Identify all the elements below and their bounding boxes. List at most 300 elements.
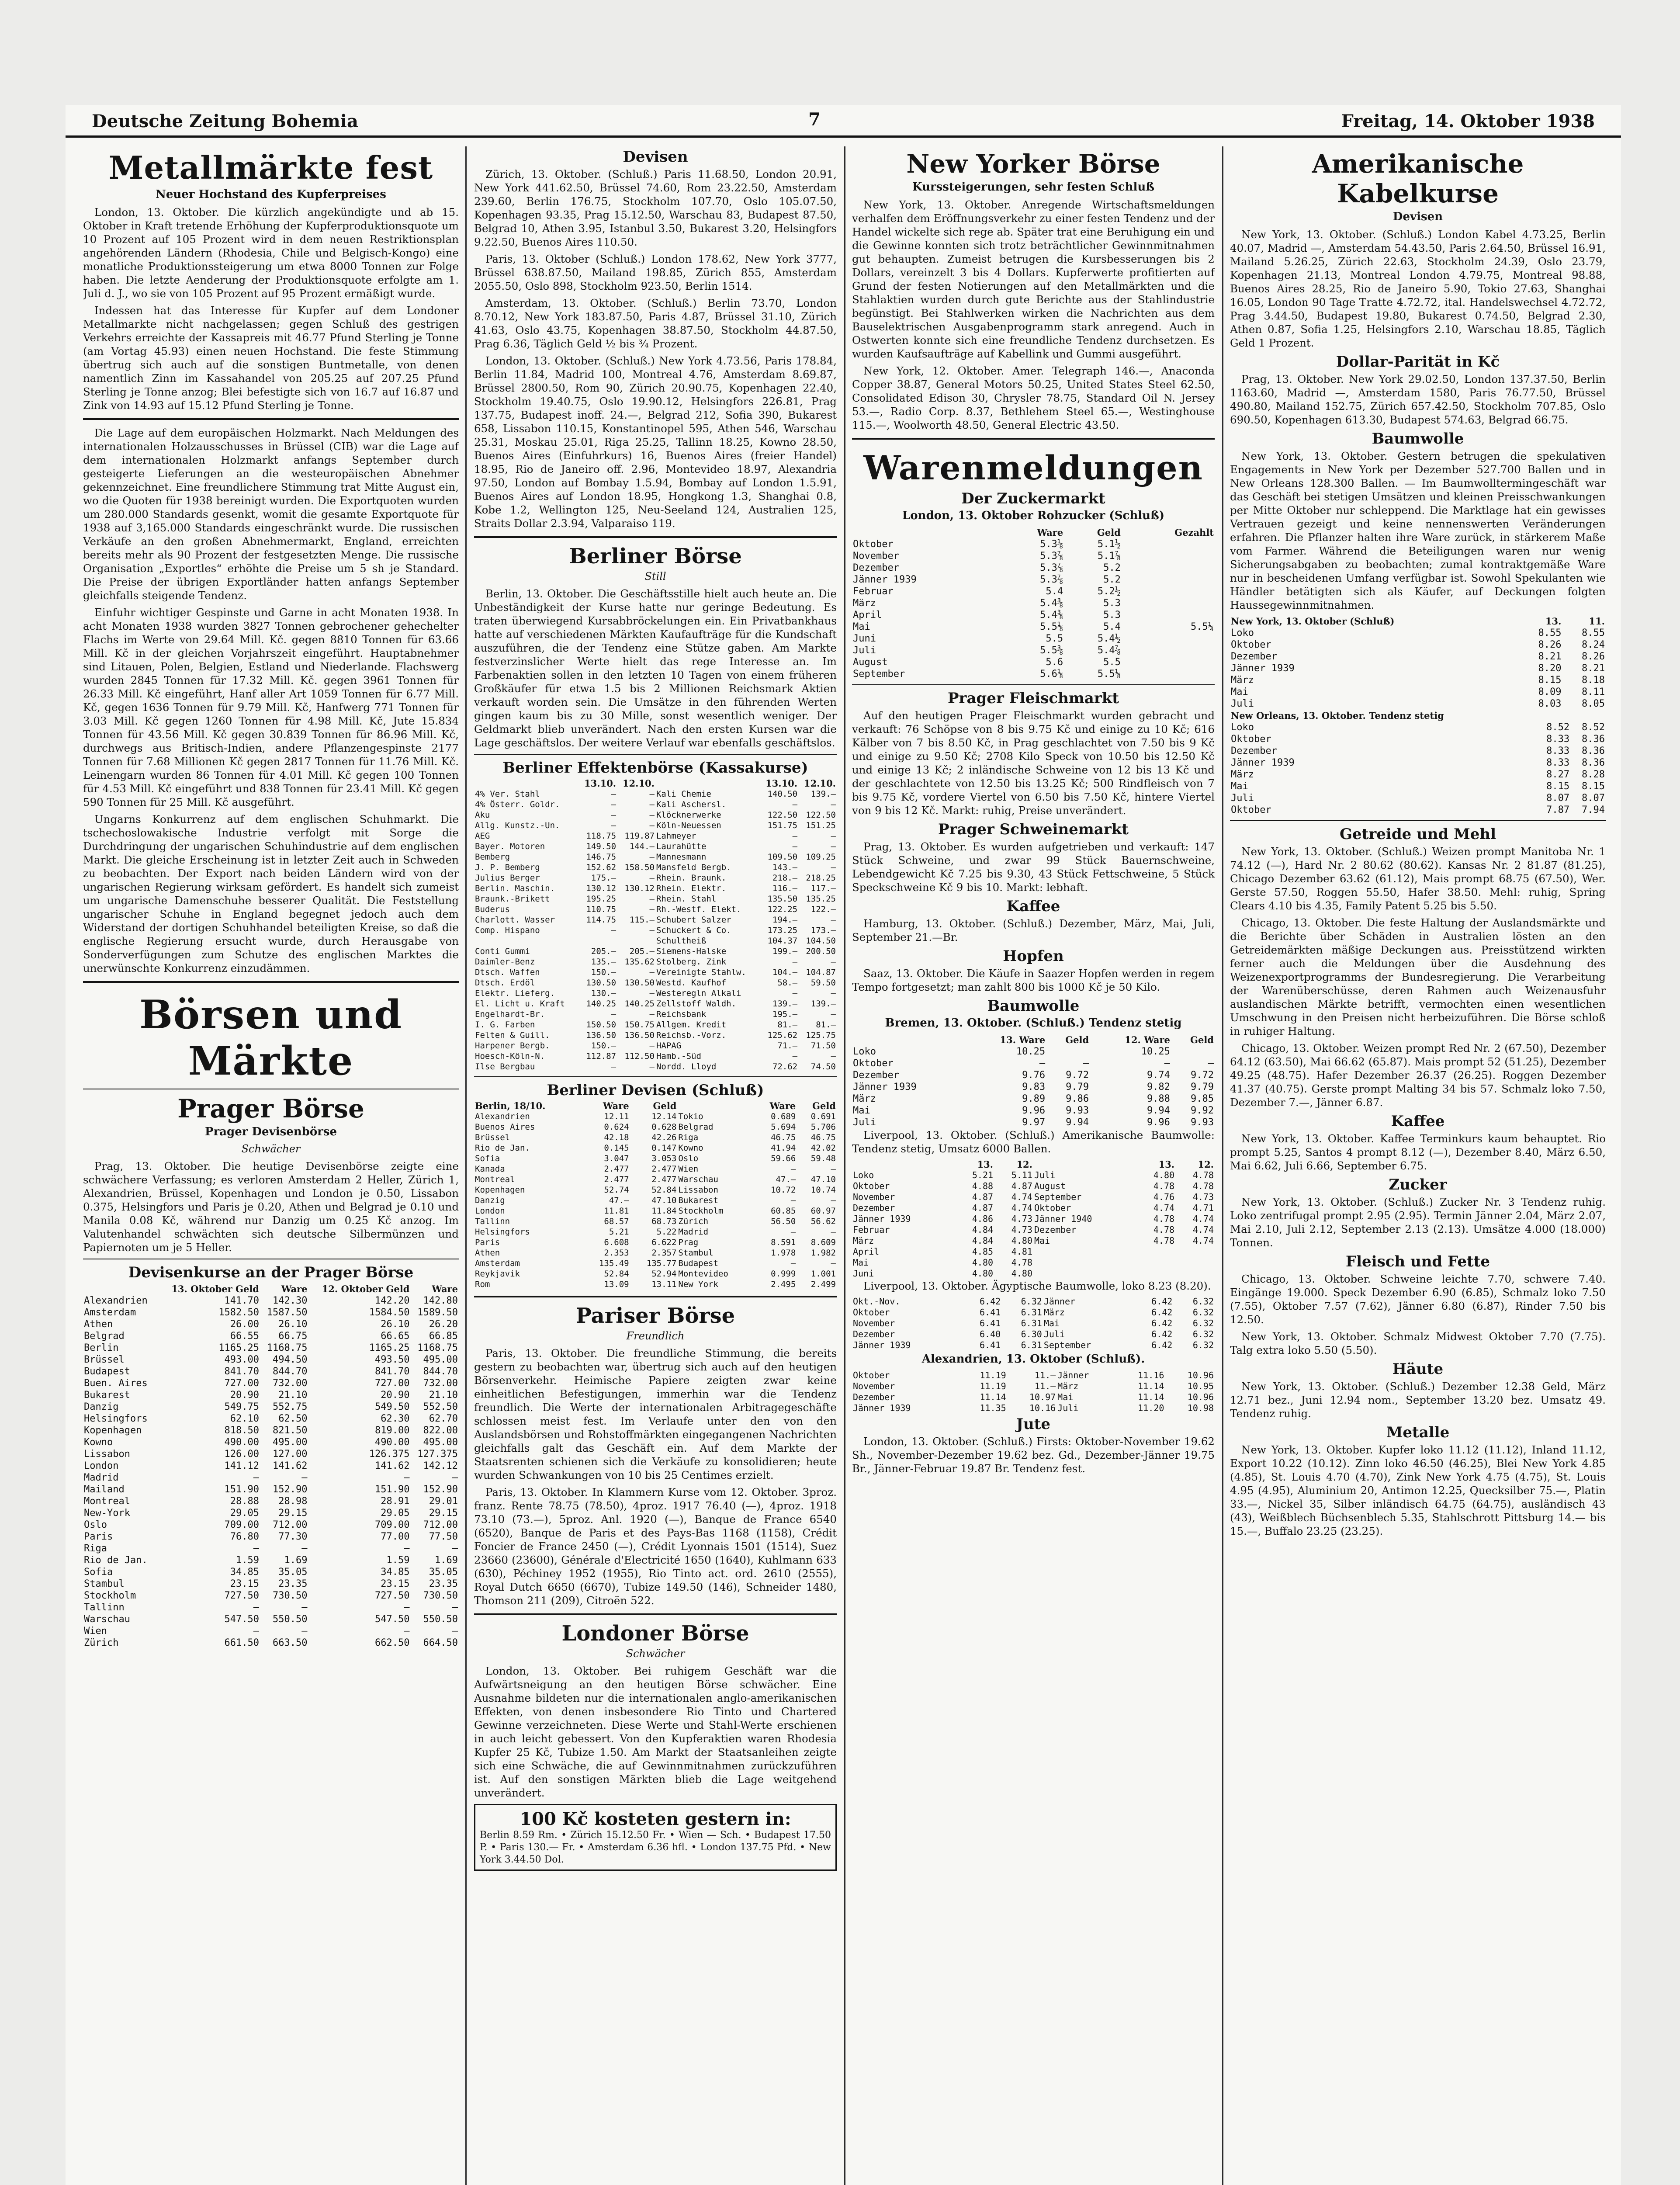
table-cell: 4.80 — [972, 1257, 994, 1268]
table-cell: — — [301, 1472, 308, 1483]
table-cell: 104.— — [772, 968, 798, 977]
table-cell: 9.79 — [1191, 1082, 1214, 1092]
table-cell: 662.50 — [374, 1637, 410, 1648]
table-cell: 144.— — [629, 842, 655, 851]
table-row — [474, 841, 837, 852]
table-cell: 493.00 — [224, 1354, 259, 1365]
table-cell: Rh.-Westf. Elekt. — [656, 905, 741, 914]
table-cell: Felten & Guill. — [475, 1030, 550, 1040]
table-cell: Dezember — [1231, 651, 1277, 662]
table-cell: Oslo — [84, 1519, 107, 1530]
table-cell — [1122, 586, 1215, 597]
table-cell: 9.93 — [1066, 1105, 1089, 1116]
table-cell: 4.84 — [972, 1235, 994, 1246]
table-cell: 5.4 — [1046, 586, 1063, 597]
table-cell: 11.14 — [980, 1392, 1006, 1402]
table-row — [852, 1046, 1215, 1058]
table-row — [852, 1093, 1215, 1105]
table-cell: 4.74 — [1192, 1235, 1214, 1246]
table-cell: 29.05 — [230, 1508, 259, 1519]
table-cell: 109.25 — [806, 852, 836, 862]
table-cell: Berlin. Maschin. — [475, 884, 555, 893]
column-4 — [1230, 146, 1606, 2185]
column-divider — [1222, 146, 1223, 2185]
table-cell: Tallinn — [475, 1217, 510, 1226]
table-row — [852, 1192, 1215, 1203]
table-cell: 12.14 — [651, 1112, 677, 1121]
table-cell: — — [792, 1051, 798, 1061]
table-cell: 152.62 — [586, 863, 617, 872]
table-cell: Ilse Bergbau — [475, 1062, 535, 1072]
table-row — [1230, 757, 1606, 769]
table-cell: 4.81 — [1011, 1246, 1032, 1257]
table-cell: 125.75 — [806, 1030, 836, 1040]
table-row — [1230, 721, 1606, 733]
table-cell: März — [853, 1093, 876, 1104]
table-cell: 2.353 — [604, 1248, 629, 1258]
table-cell: — — [253, 1472, 259, 1483]
table-cell: 139.— — [811, 789, 836, 799]
table-cell: 9.96 — [1147, 1117, 1170, 1128]
table-cell: 11.35 — [980, 1403, 1006, 1413]
table-cell: — — [404, 1602, 410, 1613]
table-cell: 6.622 — [651, 1238, 677, 1247]
table-header-cell — [1535, 710, 1570, 721]
headline-effekten: Berliner Effektenbörse (Kassakurse) — [502, 759, 808, 777]
table-header-cell: 13. — [1545, 616, 1562, 627]
table-cell: 5.21 — [972, 1170, 994, 1180]
table-cell: 10.97 — [1029, 1392, 1056, 1402]
table-row — [474, 820, 837, 831]
table-cell: 10.74 — [811, 1185, 836, 1195]
table-cell: — — [831, 1196, 836, 1205]
table-row — [83, 1401, 459, 1413]
table-cell: Juli — [1231, 793, 1254, 804]
table-header-cell: New York, 13. Oktober (Schluß) — [1231, 616, 1395, 627]
issue-date: Freitag, 14. Oktober 1938 — [1341, 111, 1595, 132]
headline-devisen: Devisen — [623, 148, 688, 166]
article-paragraph: New York, 13. Oktober. Gestern betrugen die spekulativen Engagements in New York per Dezember 527.700 Ballen und in New Orleans 128.300 Ballen. — Im Baumwolltermingeschäft war das Geschäft bei stetigen Umsätzen und kleinen Preisschwankungen per Mitte Oktober nur schleppend. Die Marktlage hat ein gewisses Vertrauen gezeigt und keine nennenswerten Veränderungen erfahren. Die Pflanzer halten ihre Ware zurück, in stärkerem Maße vom Farmer. Während die Beteiligungen waren nur wenig Sicherungsabgaben zu beobachten; zumal kontraktgemäße Ware nur in bescheidenen Umfang verfügbar ist. Sowohl Spekulanten wie Händler betätigten sich als Käufer, auf Deckungen folgten Haussegewinnmitnahmen. — [1230, 450, 1606, 611]
table-cell: 150.— — [591, 1041, 617, 1051]
table-row — [474, 1248, 837, 1258]
table-cell: 709.00 — [374, 1519, 410, 1530]
table-cell: 1.69 — [435, 1555, 458, 1566]
table-cell: 5.22 — [656, 1227, 677, 1237]
table-cell: 6.42 — [980, 1296, 1001, 1307]
article-paragraph: Amsterdam, 13. Oktober. (Schluß.) Berlin 73.70, London 8.70.12, New York 183.87.50, Paris 4.87, Brüssel 31.10, Zürich 41.63, Oslo 43.75, Kopenhagen 38.87.50, Stockholm 44.87.50, Prag 6.36, Täglich Geld ½ bis ¾ Prozent. — [474, 297, 837, 350]
table-row — [474, 1122, 837, 1132]
table-row — [83, 1295, 459, 1307]
table-cell: November — [853, 1318, 895, 1328]
table-cell: 47.10 — [651, 1196, 677, 1205]
table-cell: 8.33 — [1546, 757, 1570, 768]
table-cell: 199.— — [772, 947, 798, 956]
table-cell: 66.85 — [429, 1331, 458, 1342]
table-cell: — — [792, 800, 798, 809]
table-cell: Rio de Jan. — [475, 1143, 530, 1153]
headline-zucker: Der Zuckermarkt — [961, 490, 1105, 507]
table-cell: 1.978 — [771, 1248, 796, 1258]
table-header-cell: 12.10. — [804, 778, 836, 789]
article-paragraph: Liverpool, 13. Oktober. Ägyptische Baumwolle, loko 8.23 (8.20). — [863, 1280, 1211, 1292]
table-row — [852, 597, 1215, 609]
table-cell: Stambul — [84, 1578, 125, 1589]
table-cell: 9.96 — [1022, 1105, 1046, 1116]
article-paragraph: Chicago, 13. Oktober. Schweine leichte 7.70, schwere 7.40. Eingänge 19.000. Speck Dezember 6.90 (6.85), Schmalz loko 7.50 (7.55), Oktober 7.57 (7.62), Jänner 6.80 (6.87), Rinder 7.50 bis 12.50. — [1230, 1273, 1606, 1326]
table-cell: 9.97 — [1022, 1117, 1046, 1128]
table-cell: — — [831, 915, 836, 925]
table-header-cell: 12. — [1016, 1159, 1032, 1170]
table-cell: Conti Gummi — [475, 947, 530, 956]
table-cell: Nordd. Lloyd — [656, 1062, 717, 1072]
table-cell — [1136, 1268, 1175, 1279]
table-cell: 4.85 — [972, 1246, 994, 1257]
table-row — [852, 574, 1215, 586]
table-cell: 4.88 — [972, 1181, 994, 1191]
table-row — [474, 946, 837, 957]
table-cell: 0.145 — [604, 1143, 629, 1153]
article-paragraph: Hamburg, 13. Oktober. (Schluß.) Dezember, März, Mai, Juli, September 21.—Br. — [852, 917, 1215, 943]
table-row — [474, 1237, 837, 1248]
subheadline: Kurssteigerungen, sehr festen Schluß — [912, 180, 1155, 194]
table-cell: 140.25 — [624, 999, 655, 1009]
headline-devisenkurse: Devisenkurse an der Prager Börse — [128, 1264, 414, 1281]
table-cell: Jänner — [1057, 1370, 1089, 1380]
table-cell: — — [649, 926, 655, 935]
table-cell: August — [1034, 1181, 1066, 1191]
table-cell: 6.42 — [1151, 1329, 1173, 1339]
table-cell: Juli — [1057, 1403, 1079, 1413]
table-cell: 552.50 — [423, 1401, 458, 1412]
table-header-cell — [852, 527, 1001, 538]
column-divider — [844, 146, 845, 2185]
subheadline-tendency: Schwächer — [626, 1647, 685, 1660]
table-row — [83, 1366, 459, 1377]
table-cell: — — [649, 1009, 655, 1019]
table-cell: Mai — [853, 621, 870, 632]
table-row — [83, 1460, 459, 1472]
table-row — [474, 1111, 837, 1122]
table-row — [83, 1495, 459, 1507]
table-cell: Stambul — [678, 1248, 714, 1258]
table-cell: 663.50 — [273, 1637, 308, 1648]
headline-baumwolle: Baumwolle — [1372, 430, 1464, 447]
table-cell: 6.31 — [1021, 1318, 1042, 1328]
table-cell: 6.30 — [1021, 1329, 1042, 1339]
table-cell: Juli — [1231, 698, 1254, 709]
table-cell: 550.50 — [423, 1614, 458, 1625]
divider — [852, 684, 1215, 685]
table-cell — [1122, 574, 1215, 586]
table-cell: — — [792, 831, 798, 841]
table-cell: Aku — [475, 810, 490, 820]
headline-devisen-schluss: Berliner Devisen (Schluß) — [547, 1082, 764, 1099]
article-paragraph: Einfuhr wichtiger Gespinste und Garne in acht Monaten 1938. In acht Monaten 1938 wurden 3827 Tonnen gebrochener gehechelter Flachs im Werte von 29.64 Mill. Kč. gegen 8810 Tonnen für 63.66 Mill. Kč in der gleichen Vorjahrszeit eingeführt. Hauptabnehmer sind Litauen, Polen, Belgien, Estland und Niederlande. Flachswerg wurden 2845 Tonnen für 17.32 Mill. Kč. gegen 3961 Tonnen für 26.33 Mill. Kč eingeführt, Hanf aller Art 1059 Tonnen für 6.77 Mill. Kč, gegen 1636 Tonnen für 9.79 Mill. Kč, Hanfwerg 771 Tonnen für 3.03 Mill. Kč gegen 1260 Tonnen für 4.98 Mill. Kč, Jute 15.834 Tonnen für 43.56 Mill. Kč gegen 30.839 Tonnen für 86.96 Mill. Kč, durchwegs aus Britisch-Indien, andere Pflanzengespinste 2177 Tonnen für 7.68 Millionen Kč gegen 2817 Tonnen für 11.76 Mill. Kč. Leinengarn wurden 86 Tonnen für 4.01 Mill. Kč gegen 100 Tonnen für 4.53 Mill. Kč eingeführt und 838 Tonnen für 23.41 Mill. Kč gegen 590 Tonnen für 25 Mill. Kč ausgeführt. — [83, 606, 459, 808]
headline-prag: Prager Börse — [177, 1094, 364, 1124]
column-3 — [852, 146, 1215, 2185]
table-cell: 4% Österr. Goldr. — [475, 800, 560, 809]
table-cell: 4.86 — [972, 1214, 994, 1224]
table-cell — [617, 936, 655, 946]
table-cell: Stockholm — [678, 1206, 724, 1216]
table-cell: 139.— — [772, 999, 798, 1009]
table-cell: 142.12 — [423, 1460, 458, 1471]
table-cell: Amsterdam — [475, 1259, 520, 1268]
table-cell: — — [611, 1062, 617, 1072]
table-cell: Juli — [853, 1117, 876, 1128]
table-cell: 8.52 — [1546, 722, 1570, 733]
table-cell: September — [853, 669, 905, 680]
table-cell: 1165.25 — [218, 1342, 259, 1353]
table-row — [474, 1143, 837, 1153]
table-cell — [1122, 668, 1215, 680]
table-cell: 712.00 — [423, 1519, 458, 1530]
table-cell: Montreal — [84, 1496, 130, 1507]
table-cell: Mailand — [84, 1484, 125, 1495]
table-cell: 142.30 — [273, 1295, 308, 1306]
table-cell — [1175, 1246, 1215, 1257]
table-cell: — — [611, 810, 617, 820]
table-row — [852, 1117, 1215, 1128]
table-cell: 130.— — [591, 988, 617, 998]
table-cell: 62.50 — [278, 1413, 308, 1424]
table-cell: März — [853, 598, 876, 609]
table-row — [474, 1020, 837, 1030]
headline-baumwolle: Baumwolle — [987, 997, 1080, 1015]
table-cell: 62.10 — [230, 1413, 259, 1424]
table-cell: 135.49 — [599, 1259, 629, 1268]
table-cell: Köln-Neuessen — [656, 821, 721, 830]
table-cell: 112.50 — [624, 1051, 655, 1061]
article-paragraph: New York, 13. Oktober. Anregende Wirtschaftsmeldungen verhalfen dem Eröffnungsverkehr zu einer festen Tendenz und der Handel wickelte sich rege ab. Später trat eine Beruhigung ein und die Gewinne konnten sich trotz beträchtlicher Gewinnmitnahmen gut behaupten. Zumeist betrugen die Kursbesserungen bis 2 Dollars, vereinzelt 3 bis 4 Dollars. Kupferwerte profitierten auf Grund der festen Notierungen auf den Metallmärkten und die Stahlaktien wurden durch gute Berichte aus der Stahlindustrie begünstigt. Bei Stahlwerken wirken die Nachrichten aus dem Bauselektrischen Ausgabenprogramm stark anregend. Auch in Ostwerten konnte sich eine freundliche Tendenz durchsetzen. Es wurden Kaufsaufträge auf Kabellink und Gummi ausgeführt. — [852, 198, 1215, 360]
table-cell: 8.52 — [1582, 722, 1605, 733]
table-cell: Belgrad — [84, 1331, 125, 1342]
table-cell: 104.87 — [806, 968, 836, 977]
table-cell: Tallinn — [84, 1602, 125, 1613]
table-cell: 5.706 — [811, 1122, 836, 1132]
table-cell: 6.42 — [1151, 1307, 1173, 1318]
table-cell: 4% Ver. Stahl — [475, 789, 540, 799]
table-cell: Engelhardt-Br. — [475, 1009, 545, 1019]
table-cell: März — [1231, 675, 1254, 686]
table-cell: 1589.50 — [417, 1307, 458, 1318]
table-cell: 11.14 — [1138, 1392, 1164, 1402]
table-cell: 62.70 — [429, 1413, 458, 1424]
table-cell: Reykjavik — [475, 1269, 520, 1279]
divider — [474, 754, 837, 755]
table-cell: 5.3⅛ — [1040, 539, 1063, 550]
table-cell: 5.21 — [609, 1227, 629, 1237]
table-header-cell: Gezahlt — [1174, 527, 1214, 538]
table-cell: 141.62 — [374, 1460, 410, 1471]
liverpool-table — [852, 1159, 1215, 1279]
table-cell: 11.81 — [604, 1206, 629, 1216]
table-cell: Reichsb.-Vorz. — [656, 1030, 727, 1040]
table-cell: 28.88 — [230, 1496, 259, 1507]
table-cell: Danzig — [475, 1196, 505, 1205]
table-row — [474, 1195, 837, 1206]
table-row — [1230, 804, 1606, 816]
table-header-cell: 11. — [1589, 616, 1605, 627]
table-cell: 8.28 — [1582, 769, 1605, 780]
table-row — [83, 1472, 459, 1484]
devisen-schluss-table — [474, 1101, 837, 1290]
table-row — [474, 1030, 837, 1040]
table-cell: 112.87 — [586, 1051, 617, 1061]
table-cell: 13.09 — [604, 1280, 629, 1289]
table-header-cell: 12.10. — [622, 778, 655, 789]
table-cell: 205.— — [591, 947, 617, 956]
table-cell: 71.50 — [811, 1041, 836, 1051]
table-cell: 115.— — [629, 915, 655, 925]
table-cell: 20.90 — [381, 1390, 410, 1401]
table-cell: — — [649, 968, 655, 977]
table-cell: — — [831, 831, 836, 841]
table-cell: Oktober — [1034, 1203, 1071, 1213]
table-cell: März — [1231, 769, 1254, 780]
table-cell: 35.05 — [278, 1567, 308, 1578]
table-cell: 60.85 — [771, 1206, 796, 1216]
table-cell: Kowno — [84, 1437, 113, 1448]
table-cell: 4.74 — [1011, 1192, 1032, 1202]
table-cell: Rio de Jan. — [84, 1555, 148, 1566]
table-row — [852, 1268, 1215, 1279]
table-cell: Mai — [1057, 1392, 1074, 1402]
table-cell: 1168.75 — [417, 1342, 458, 1353]
table-cell: 72.62 — [772, 1062, 798, 1072]
table-cell: Hoesch-Köln-N. — [475, 1051, 545, 1061]
alexandrien-table — [852, 1370, 1215, 1414]
table-cell: 10.16 — [1029, 1403, 1056, 1413]
headline-zucker: Zucker — [1389, 1176, 1447, 1193]
table-cell: Riga — [84, 1543, 107, 1554]
table-row — [1230, 792, 1606, 804]
section-title-boersen: Börsen und Märkte — [139, 992, 402, 1084]
table-cell — [1122, 656, 1215, 668]
table-cell: 664.50 — [423, 1637, 458, 1648]
table-cell — [1122, 562, 1215, 574]
table-cell: 7.94 — [1582, 805, 1605, 815]
table-row — [852, 633, 1215, 645]
table-cell: 7.87 — [1546, 805, 1570, 815]
article-paragraph: Chicago, 13. Oktober. Weizen prompt Red Nr. 2 (67.50), Dezember 64.12 (63.50), Mai 66.62 (65.87). Mais prompt 52 (51.25), Dezember 49.25 (48.75). Hafer Dezember 26.37 (26.25). Roggen Dezember 41.37 (40.75). Gerste prompt Malting 34 bis 57. Schmalz loko 7.50, Dezember 7.—, Jänner 6.87. — [1230, 1042, 1606, 1109]
article-paragraph: Paris, 13. Oktober (Schluß.) London 178.62, New York 3777, Brüssel 638.87.50, Mailand 198.85, Zürich 855, Amsterdam 2055.50, Oslo 898, Stockholm 923.50, Berlin 1514. — [474, 253, 837, 292]
table-cell: 104.50 — [806, 936, 836, 946]
table-cell: 151.90 — [224, 1484, 259, 1495]
divider — [474, 1613, 837, 1615]
headline-kaffee: Kaffee — [1391, 1113, 1445, 1130]
table-cell: Brüssel — [475, 1133, 510, 1142]
table-cell: 135.25 — [806, 894, 836, 904]
table-cell: 8.20 — [1538, 663, 1562, 674]
table-cell: 135.62 — [624, 957, 655, 967]
table-cell: 141.62 — [273, 1460, 308, 1471]
page-number: 7 — [808, 109, 821, 130]
table-cell: Budapest — [678, 1259, 718, 1268]
table-cell: 150.50 — [586, 1020, 617, 1030]
table-cell: — — [611, 1009, 617, 1019]
table-cell: 122.— — [811, 905, 836, 914]
table-cell: Schubert Salzer — [656, 915, 731, 925]
table-cell: Harpener Bergb. — [475, 1041, 550, 1051]
table-cell: 8.36 — [1582, 746, 1605, 756]
table-cell: 74.50 — [811, 1062, 836, 1072]
table-row — [83, 1342, 459, 1354]
table-cell: 11.19 — [980, 1370, 1006, 1380]
table-cell: — — [649, 905, 655, 914]
table-cell: 844.70 — [423, 1366, 458, 1377]
table-row — [474, 1258, 837, 1269]
table-cell: 11.19 — [980, 1381, 1006, 1391]
table-cell: Prag — [678, 1238, 699, 1247]
table-cell: 5.3⅞ — [1040, 562, 1063, 573]
table-cell: 151.90 — [374, 1484, 410, 1495]
table-cell: 6.32 — [1192, 1329, 1214, 1339]
table-cell: 130.50 — [586, 978, 617, 988]
table-row — [474, 936, 837, 946]
table-cell: 56.62 — [811, 1217, 836, 1226]
table-cell: Stolberg. Zink — [656, 957, 727, 967]
table-cell: 68.57 — [604, 1217, 629, 1226]
table-cell: 8.07 — [1582, 793, 1605, 804]
table-cell: Februar — [853, 586, 894, 597]
table-cell: Westd. Kaufhof — [656, 978, 727, 988]
table-cell: 547.50 — [224, 1614, 259, 1625]
table-cell: Daimler-Benz — [475, 957, 535, 967]
table-cell: 151.75 — [767, 821, 798, 830]
devisen-table — [83, 1283, 459, 1649]
table-cell: Julius Berger — [475, 873, 540, 883]
table-row — [83, 1330, 459, 1342]
table-cell: Juni — [853, 633, 876, 644]
table-row — [1230, 769, 1606, 780]
table-cell: 11.16 — [1138, 1370, 1164, 1380]
table-cell: 5.3⅞ — [1040, 551, 1063, 562]
table-cell: Sofia — [475, 1154, 500, 1163]
table-cell: 5.1⅞ — [1097, 551, 1121, 562]
table-cell: Loko — [1231, 722, 1254, 733]
table-cell: 1165.25 — [369, 1342, 410, 1353]
table-cell: 8.15 — [1546, 781, 1570, 792]
headline-fleischmarkt: Prager Fleischmarkt — [947, 690, 1119, 707]
table-cell — [1136, 1257, 1175, 1268]
exchange-box-title: 100 Kč kosteten gestern in: — [520, 1809, 791, 1829]
table-cell: 5.5 — [1103, 657, 1121, 668]
table-cell: Oktober — [853, 1307, 890, 1318]
table-cell: 732.00 — [273, 1378, 308, 1389]
table-cell: 6.40 — [980, 1329, 1001, 1339]
table-row — [83, 1554, 459, 1566]
table-cell: Buen. Aires — [84, 1378, 148, 1389]
table-cell: 2.357 — [651, 1248, 677, 1258]
table-cell: 23.15 — [381, 1578, 410, 1589]
table-row — [83, 1307, 459, 1318]
table-cell: 66.55 — [230, 1331, 259, 1342]
article-paragraph: London, 13. Oktober. Bei ruhigem Geschäft war die Aufwärtsneigung an den heutigen Börse schwächer. Eine Ausnahme bildeten nur die internationalen anglo-amerikanischen Effekten, von denen insbesondere Rio Tinto und Chartered Gewinne verzeichneten. Diese Werte und Stahl-Werte erschienen in auch leicht gebessert. Von den Kupferaktien waren Rhodesia Kupfer 25 Kč, Tubize 1.50. Am Markt der Staatsanleihen zeigte sich eine Schwäche, die auf Gewinnmitnahmen zurückzuführen ist. Auf den sonstigen Märkten blieb die Lage weitgehend unverändert. — [474, 1665, 837, 1799]
table-row — [474, 1279, 837, 1290]
table-cell: Loko — [853, 1046, 876, 1057]
table-cell: — — [790, 1227, 796, 1237]
table-cell: 149.50 — [586, 842, 617, 851]
effekten-table — [474, 778, 837, 1072]
article-paragraph: London, 13. Oktober. Die kürzlich angekündigte und ab 15. Oktober in Kraft tretende Erhöhung der Kupferproduktionsquote um 10 Prozent auf 105 Prozent wird in dem neuen Restriktionsplan angehörenden Ländern (Rhodesia, Chile und Belgisch-Kongo) eine monatliche Produktionssteigerung um etwa 8000 Tonnen zur Folge haben. Die letzte Aenderung der Produktionsquote erfolgte am 1. Juli d. J., wo sie von 105 Prozent auf 95 Prozent ermäßigt wurde. — [83, 206, 459, 300]
table-cell: November — [853, 1192, 895, 1202]
table-cell: 9.94 — [1066, 1117, 1089, 1128]
table-row — [474, 1185, 837, 1195]
table-cell: Loko — [1231, 628, 1254, 638]
table-row — [852, 1224, 1215, 1235]
table-cell: 6.41 — [980, 1307, 1001, 1318]
